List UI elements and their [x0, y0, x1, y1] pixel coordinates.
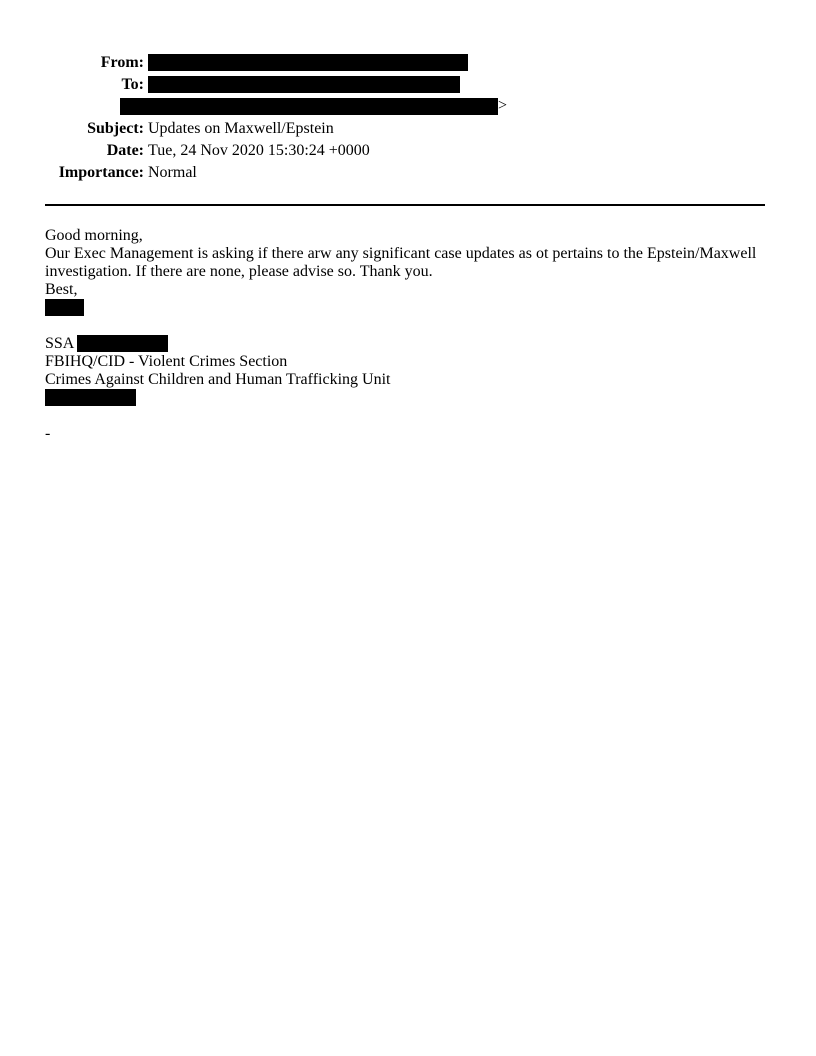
to-continuation-suffix: > — [498, 97, 508, 114]
importance-label: Importance: — [58, 164, 144, 181]
signature-name-redaction — [77, 335, 168, 352]
signature-contact-redaction — [45, 389, 136, 406]
header-divider — [45, 204, 765, 206]
from-redaction — [148, 54, 468, 71]
signature-division: FBIHQ/CID - Violent Crimes Section — [45, 353, 288, 370]
closing: Best, — [45, 281, 78, 298]
trailing-dash: - — [45, 425, 51, 442]
subject-value: Updates on Maxwell/Epstein — [148, 120, 334, 137]
date-value: Tue, 24 Nov 2020 15:30:24 +0000 — [148, 142, 370, 159]
message-paragraph: Our Exec Management is asking if there arw any significant case updates as ot pertains to the Epstein/Maxwell investigation. If there are none, please advise so. Thank you. — [45, 245, 757, 280]
greeting: Good morning, — [45, 227, 143, 244]
date-label: Date: — [106, 142, 144, 159]
sender-name-redaction — [45, 299, 84, 316]
subject-label: Subject: — [87, 120, 144, 137]
to-continuation-redaction — [120, 98, 498, 115]
from-label: From: — [100, 54, 144, 71]
to-label: To: — [121, 76, 144, 93]
importance-value: Normal — [148, 164, 197, 181]
to-redaction — [148, 76, 460, 93]
signature-title: SSA — [45, 335, 75, 352]
signature-unit: Crimes Against Children and Human Trafficking Unit — [45, 371, 391, 388]
